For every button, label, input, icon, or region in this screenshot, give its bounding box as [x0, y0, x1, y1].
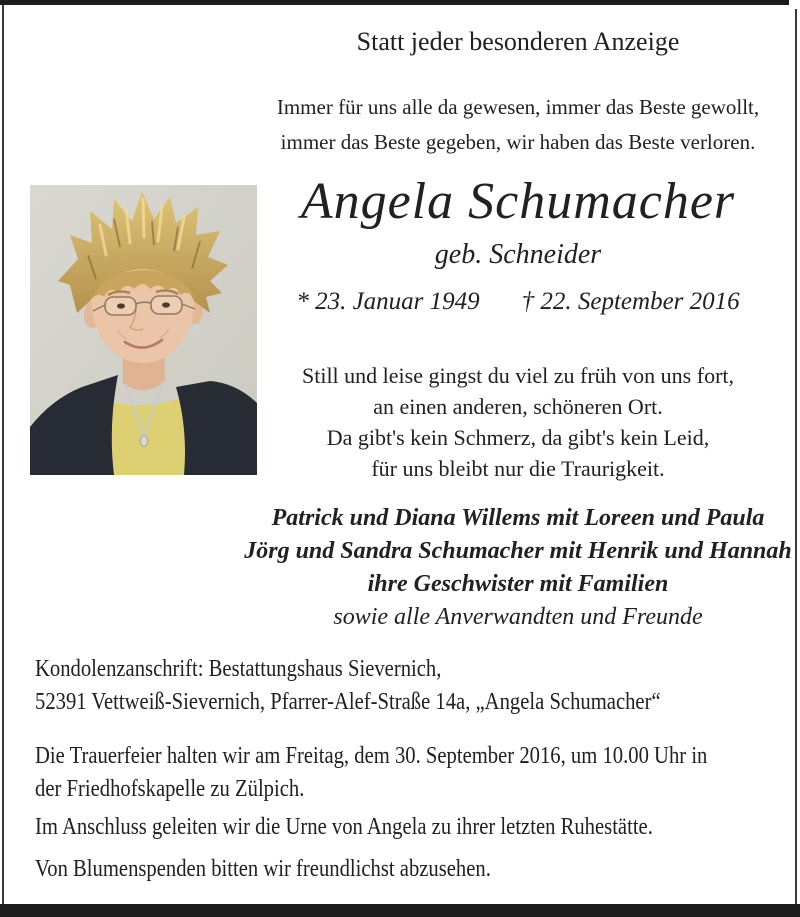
- epigraph-line: immer das Beste gegeben, wir haben das Beste verloren.: [280, 130, 756, 154]
- poem-line: Still und leise gingst du viel zu früh von uns fort,: [301, 363, 735, 388]
- epigraph: [239, 90, 797, 160]
- funeral-line: Die Trauerfeier halten wir am Freitag, dem 30. September 2016, um 10.00 Uhr in: [35, 743, 708, 769]
- funeral-info: [35, 740, 707, 806]
- death-date: † 22. September 2016: [521, 288, 740, 315]
- condolence-address: [35, 653, 661, 719]
- urn-info: Im Anschluss geleiten wir die Urne von Angela zu ihrer letzten Ruhestätte.: [35, 814, 653, 840]
- condolence-line: 52391 Vettweiß-Sievernich, Pfarrer-Alef-Straße 14a, „Angela Schumacher“: [35, 689, 661, 715]
- portrait-illustration: [30, 185, 257, 475]
- poem-line: an einen anderen, schöneren Ort.: [373, 394, 663, 419]
- poem-line: für uns bleibt nur die Traurigkeit.: [371, 456, 665, 481]
- mourner-line: ihre Geschwister mit Familien: [367, 571, 669, 597]
- birth-date: * 23. Januar 1949: [296, 288, 480, 315]
- notice-header: Statt jeder besonderen Anzeige: [356, 27, 680, 56]
- mourners-list: [239, 502, 797, 601]
- mourner-line: Patrick und Diana Willems mit Loreen und Paula: [271, 505, 765, 531]
- left-edge-line: [2, 5, 4, 904]
- poem-line: Da gibt's kein Schmerz, da gibt's kein Leid,: [326, 425, 710, 450]
- bottom-divider-bar: [0, 904, 800, 917]
- funeral-line: der Friedhofskapelle zu Zülpich.: [35, 776, 305, 802]
- portrait-photo: [30, 185, 257, 475]
- mourners-suffix: sowie alle Anverwandten und Freunde: [333, 604, 703, 630]
- epigraph-line: Immer für uns alle da gewesen, immer das Beste gewollt,: [276, 95, 760, 119]
- deceased-name: Angela Schumacher: [300, 173, 736, 230]
- flowers-note: Von Blumenspenden bitten wir freundlichst abzusehen.: [35, 856, 491, 882]
- condolence-line: Kondolenzanschrift: Bestattungshaus Sievernich,: [35, 656, 442, 682]
- top-divider-bar: [0, 0, 789, 5]
- life-dates: [239, 286, 797, 318]
- memorial-poem: [239, 360, 797, 484]
- maiden-name: geb. Schneider: [434, 239, 602, 270]
- mourner-line: Jörg und Sandra Schumacher mit Henrik und Hannah: [244, 538, 792, 564]
